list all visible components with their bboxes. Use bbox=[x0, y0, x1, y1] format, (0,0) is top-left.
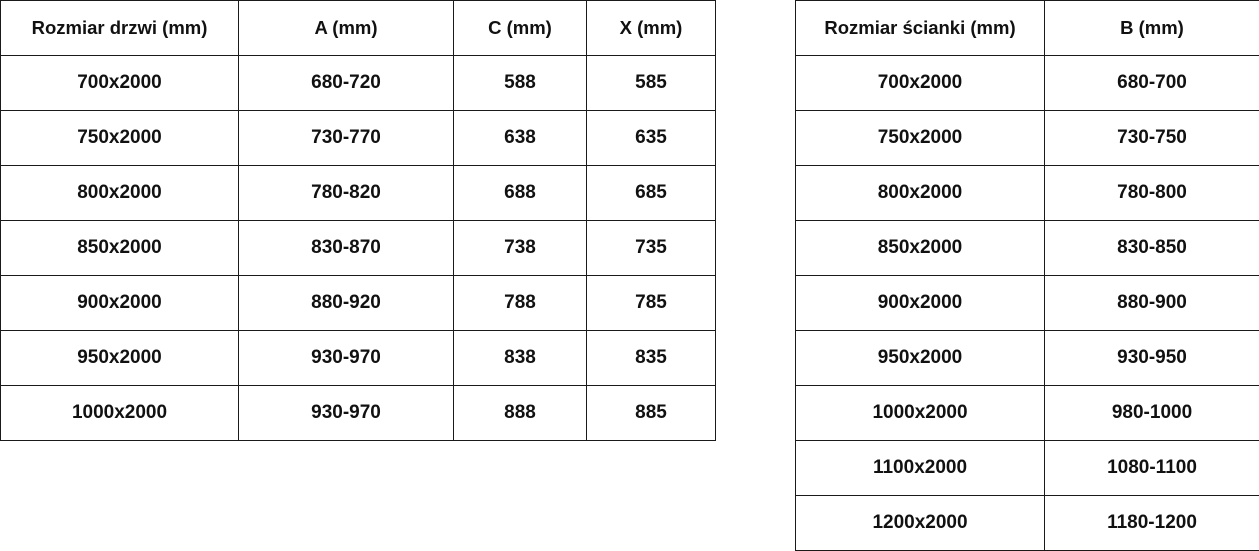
cell-b: 1080-1100 bbox=[1045, 441, 1259, 496]
cell-b: 930-950 bbox=[1045, 331, 1259, 386]
cell-c: 688 bbox=[454, 166, 587, 221]
cell-b: 780-800 bbox=[1045, 166, 1259, 221]
table-row bbox=[1, 166, 716, 221]
table-row bbox=[1, 331, 716, 386]
cell-wall-size: 950x2000 bbox=[796, 331, 1045, 386]
column-header-door-size: Rozmiar drzwi (mm) bbox=[1, 1, 239, 56]
column-header-a: A (mm) bbox=[239, 1, 454, 56]
cell-wall-size: 800x2000 bbox=[796, 166, 1045, 221]
cell-wall-size: 850x2000 bbox=[796, 221, 1045, 276]
doors-table-body bbox=[1, 56, 716, 441]
walls-dimensions-table bbox=[795, 0, 1259, 551]
table-row bbox=[1, 56, 716, 111]
column-header-x: X (mm) bbox=[587, 1, 716, 56]
cell-a: 780-820 bbox=[239, 166, 454, 221]
cell-b: 830-850 bbox=[1045, 221, 1259, 276]
cell-a: 680-720 bbox=[239, 56, 454, 111]
cell-door-size: 750x2000 bbox=[1, 111, 239, 166]
cell-x: 835 bbox=[587, 331, 716, 386]
table-row bbox=[796, 111, 1259, 166]
cell-x: 785 bbox=[587, 276, 716, 331]
cell-c: 788 bbox=[454, 276, 587, 331]
column-header-b: B (mm) bbox=[1045, 1, 1259, 56]
cell-door-size: 900x2000 bbox=[1, 276, 239, 331]
column-header-wall-size: Rozmiar ścianki (mm) bbox=[796, 1, 1045, 56]
cell-wall-size: 750x2000 bbox=[796, 111, 1045, 166]
table-row bbox=[796, 166, 1259, 221]
cell-wall-size: 1000x2000 bbox=[796, 386, 1045, 441]
cell-b: 680-700 bbox=[1045, 56, 1259, 111]
cell-b: 1180-1200 bbox=[1045, 496, 1259, 551]
table-row bbox=[796, 331, 1259, 386]
table-row bbox=[796, 221, 1259, 276]
cell-x: 735 bbox=[587, 221, 716, 276]
doors-dimensions-table-container bbox=[0, 0, 715, 441]
table-row bbox=[796, 441, 1259, 496]
cell-x: 885 bbox=[587, 386, 716, 441]
cell-a: 730-770 bbox=[239, 111, 454, 166]
cell-a: 930-970 bbox=[239, 386, 454, 441]
cell-wall-size: 900x2000 bbox=[796, 276, 1045, 331]
table-row bbox=[1, 386, 716, 441]
cell-c: 738 bbox=[454, 221, 587, 276]
cell-c: 888 bbox=[454, 386, 587, 441]
cell-door-size: 950x2000 bbox=[1, 331, 239, 386]
cell-c: 588 bbox=[454, 56, 587, 111]
cell-wall-size: 700x2000 bbox=[796, 56, 1045, 111]
cell-x: 685 bbox=[587, 166, 716, 221]
cell-x: 635 bbox=[587, 111, 716, 166]
table-row bbox=[796, 386, 1259, 441]
column-header-c: C (mm) bbox=[454, 1, 587, 56]
doors-table-header bbox=[1, 1, 716, 56]
cell-x: 585 bbox=[587, 56, 716, 111]
cell-door-size: 700x2000 bbox=[1, 56, 239, 111]
table-row bbox=[796, 276, 1259, 331]
walls-table-body bbox=[796, 56, 1259, 551]
table-row bbox=[796, 496, 1259, 551]
cell-c: 638 bbox=[454, 111, 587, 166]
doors-dimensions-table bbox=[0, 0, 716, 441]
cell-wall-size: 1200x2000 bbox=[796, 496, 1045, 551]
table-header-row bbox=[796, 1, 1259, 56]
table-row bbox=[1, 111, 716, 166]
table-row bbox=[1, 221, 716, 276]
table-row bbox=[796, 56, 1259, 111]
walls-table-header bbox=[796, 1, 1259, 56]
cell-a: 880-920 bbox=[239, 276, 454, 331]
cell-b: 980-1000 bbox=[1045, 386, 1259, 441]
cell-door-size: 850x2000 bbox=[1, 221, 239, 276]
cell-wall-size: 1100x2000 bbox=[796, 441, 1045, 496]
cell-c: 838 bbox=[454, 331, 587, 386]
cell-a: 930-970 bbox=[239, 331, 454, 386]
table-row bbox=[1, 276, 716, 331]
cell-door-size: 1000x2000 bbox=[1, 386, 239, 441]
cell-b: 880-900 bbox=[1045, 276, 1259, 331]
cell-door-size: 800x2000 bbox=[1, 166, 239, 221]
cell-b: 730-750 bbox=[1045, 111, 1259, 166]
table-header-row bbox=[1, 1, 716, 56]
cell-a: 830-870 bbox=[239, 221, 454, 276]
walls-dimensions-table-container bbox=[795, 0, 1259, 551]
